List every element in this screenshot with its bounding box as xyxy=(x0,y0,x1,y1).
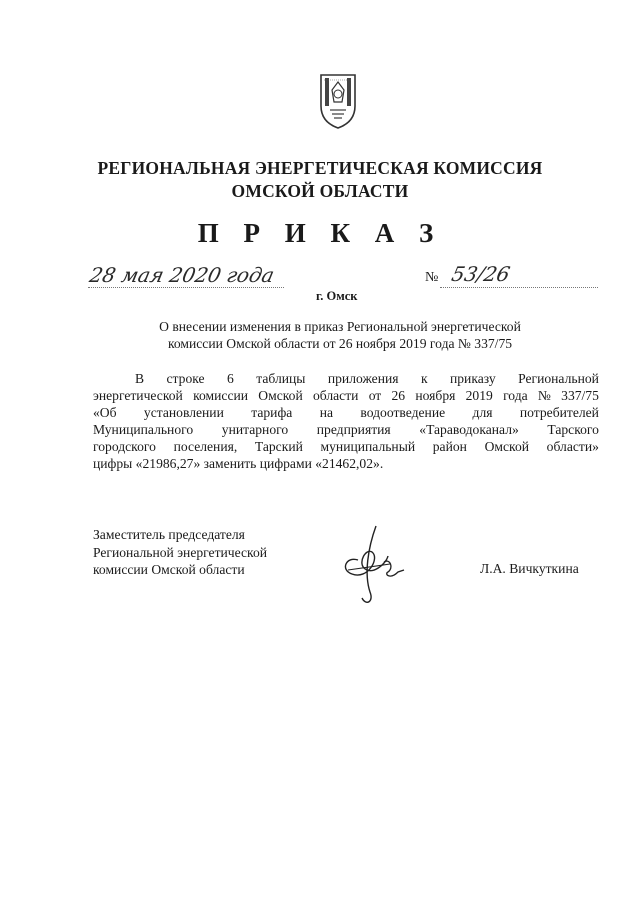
coat-of-arms-icon xyxy=(318,72,358,130)
organization-name-line1: РЕГИОНАЛЬНАЯ ЭНЕРГЕТИЧЕСКАЯ КОМИССИЯ xyxy=(97,158,543,178)
body-word: строке xyxy=(166,371,205,386)
body-word: Региональной xyxy=(518,371,599,386)
body-word: Тарского xyxy=(547,422,599,437)
document-type-title: П Р И К А З xyxy=(197,218,443,248)
subject-line: О внесении изменения в приказ Региональной энергетической xyxy=(159,319,521,334)
handwritten-order-number: 53/26 xyxy=(449,262,513,286)
body-word: энергетической xyxy=(93,388,183,403)
body-line: цифры «21986,27» заменить цифрами «21462,02». xyxy=(93,456,384,471)
number-sign: № xyxy=(425,270,439,285)
body-word: № xyxy=(537,388,551,403)
position-line: комиссии Омской области xyxy=(93,562,245,577)
body-word: установлении xyxy=(143,405,224,420)
body-word: ноября xyxy=(415,388,456,403)
body-line xyxy=(93,421,599,438)
body-word: городского xyxy=(93,439,156,454)
body-word: тарифа xyxy=(251,405,293,420)
position-line: Заместитель председателя xyxy=(93,527,245,542)
body-word: потребителей xyxy=(519,405,599,420)
body-word: для xyxy=(472,405,493,420)
body-line xyxy=(93,370,599,387)
handwritten-signature-icon xyxy=(328,518,418,608)
body-word: поселения, xyxy=(173,439,238,454)
body-word: «Тараводоканал» xyxy=(419,422,519,437)
order-body xyxy=(93,370,599,472)
body-word: Тарский xyxy=(254,439,303,454)
body-line xyxy=(93,438,599,455)
body-word: таблицы xyxy=(256,371,306,386)
date-underline xyxy=(88,287,284,288)
body-line xyxy=(93,387,599,404)
handwritten-date: 28 мая 2020 года xyxy=(87,263,277,287)
body-word: район xyxy=(432,439,467,454)
body-word: предприятия xyxy=(316,422,391,437)
organization-name-line2: ОМСКОЙ ОБЛАСТИ xyxy=(231,181,409,201)
body-word: от xyxy=(368,388,382,403)
body-word: В xyxy=(135,371,145,386)
body-word: комиссии xyxy=(193,388,249,403)
body-word: года xyxy=(503,388,528,403)
body-word: приказу xyxy=(449,371,496,386)
body-word: водоотведение xyxy=(360,405,446,420)
body-word: Омской xyxy=(258,388,303,403)
number-underline xyxy=(440,287,598,288)
body-line xyxy=(93,404,599,421)
body-word: к xyxy=(420,371,428,386)
city-label: г. Омск xyxy=(316,289,358,303)
body-word: унитарного xyxy=(221,422,289,437)
body-word: приложения xyxy=(327,371,399,386)
body-word: 6 xyxy=(227,371,234,386)
body-word: области xyxy=(312,388,359,403)
body-word: 337/75 xyxy=(561,388,599,403)
body-word: Омской xyxy=(484,439,530,454)
body-word: на xyxy=(319,405,334,420)
signatory-name: Л.А. Вичкуткина xyxy=(480,561,579,576)
position-line: Региональной энергетической xyxy=(93,544,268,560)
signatory-position xyxy=(93,526,267,579)
subject-line: комиссии Омской области от 26 ноября 2019 года № 337/75 xyxy=(167,336,513,351)
order-subject xyxy=(100,318,580,352)
body-word: муниципальный xyxy=(320,439,416,454)
body-word: Муниципального xyxy=(93,422,194,437)
body-word: «Об xyxy=(93,405,117,420)
body-word: области» xyxy=(546,439,599,454)
body-word: 2019 xyxy=(465,388,493,403)
body-word: 26 xyxy=(391,388,406,403)
